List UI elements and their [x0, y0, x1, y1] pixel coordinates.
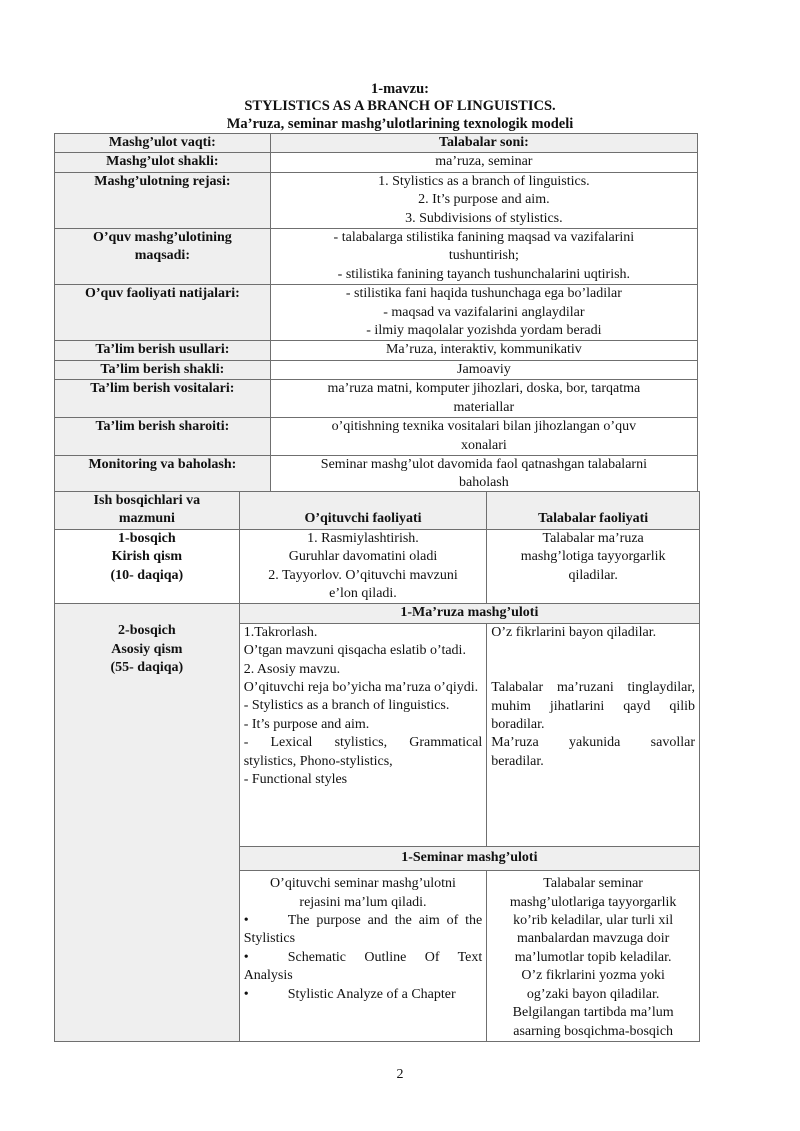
methods-label: Ta’lim berish usullari:: [55, 341, 271, 360]
methods-value: Ma’ruza, interaktiv, kommunikativ: [270, 341, 697, 360]
form-value: ma’ruza, seminar: [270, 153, 697, 172]
topic-label: 1-mavzu:: [371, 81, 429, 97]
stage2-students: O’z fikrlarini bayon qiladilar. Talabalar ma’ruzani tinglaydilar, muhim jihatlarini qayd qilib boradilar. Ma’ruza yakunida savollar beradilar.: [487, 623, 700, 846]
table-row: [55, 492, 700, 530]
lecture-section-header: 1-Ma’ruza mashg’uloti: [239, 604, 699, 623]
table-row: [55, 380, 698, 418]
stage2-name: 2-bosqich Asosiy qism (55- daqiqa): [55, 604, 240, 1041]
stages-table: [54, 491, 700, 1042]
page-number: 2: [396, 1067, 404, 1082]
results-value: - stilistika fani haqida tushunchaga ega bo’ladilar - maqsad va vazifalarini anglaydilar - ilmiy maqolalar yozishda yordam beradi: [270, 285, 697, 341]
monitoring-label: Monitoring va baholash:: [55, 455, 271, 493]
teach-form-label: Ta’lim berish shakli:: [55, 360, 271, 379]
conditions-value: o’qitishning texnika vositalari bilan jihozlangan o’quv xonalari: [270, 418, 697, 456]
teacher-column-header: O’qituvchi faoliyati: [239, 492, 487, 530]
students-count-label: Talabalar soni:: [270, 134, 697, 153]
conditions-label: Ta’lim berish sharoiti:: [55, 418, 271, 456]
students-column-header: Talabalar faoliyati: [487, 492, 700, 530]
monitoring-value: Seminar mashg’ulot davomida faol qatnashgan talabalarni baholash: [270, 455, 697, 493]
teach-form-value: Jamoaviy: [270, 360, 697, 379]
stage2-teacher: 1.Takrorlash. O’tgan mavzuni qisqacha eslatib o’tadi. 2. Asosiy mavzu. O’qituvchi reja bo’yicha ma’ruza o’qiydi. - Stylistics as a branch of linguistics. - It’s purpose and aim. - Lexical stylistics, Grammatical stylistics, Phono-stylistics, - Functional styles: [239, 623, 487, 846]
plan-label: Mashg’ulotning rejasi:: [55, 172, 271, 228]
means-value: ma’ruza matni, komputer jihozlari, doska, bor, tarqatma materiallar: [270, 380, 697, 418]
table-row: [55, 172, 698, 228]
list-item: • Stylistic Analyze of a Chapter: [244, 986, 483, 1004]
page-subtitle: Ma’ruza, seminar mashg’ulotlarining texnologik modeli: [226, 116, 574, 132]
table-row: [55, 529, 700, 604]
plan-value: 1. Stylistics as a branch of linguistics. 2. It’s purpose and aim. 3. Subdivisions of stylistics.: [270, 172, 697, 228]
stage-column-header: Ish bosqichlari va mazmuni: [55, 492, 240, 530]
list-item: • The purpose and the aim of the Stylistics: [243, 913, 483, 947]
table-row: [55, 418, 698, 456]
model-table: [54, 133, 698, 494]
goal-value: - talabalarga stilistika fanining maqsad va vazifalarini tushuntirish; - stilistika fanining tayanch tushunchalarini uqtirish.: [270, 229, 697, 285]
table-row: [55, 604, 700, 623]
bullet-icon: •: [243, 986, 249, 1002]
bullet-icon: •: [243, 949, 249, 965]
seminar-section-header: 1-Seminar mashg’uloti: [239, 846, 699, 870]
means-label: Ta’lim berish vositalari:: [55, 380, 271, 418]
table-row: [55, 285, 698, 341]
time-label: Mashg’ulot vaqti:: [55, 134, 271, 153]
bullet-icon: •: [243, 913, 249, 929]
table-row: [55, 360, 698, 379]
table-row: [55, 341, 698, 360]
results-label: O’quv faoliyati natijalari:: [55, 285, 271, 341]
stage1-students: Talabalar ma’ruza mashg’lotiga tayyorgarlik qiladilar.: [487, 529, 700, 604]
table-row: [55, 229, 698, 285]
table-row: [55, 153, 698, 172]
seminar-students: Talabalar seminar mashg’ulotlariga tayyorgarlik ko’rib keladilar, ular turli xil manbalardan mavzuga doir ma’lumotlar topib keladilar. O’z fikrlarini yozma yoki og’zaki bayon qiladilar. Belgilangan tartibda ma’lum asarning bosqichma-bosqich: [487, 871, 700, 1042]
seminar-teacher: O’qituvchi seminar mashg’ulotni rejasini ma’lum qiladi. • The purpose and the aim of the Stylistics • Schematic Outline Of Text Analysis • Stylistic Analyze of a Chapter: [239, 871, 487, 1042]
table-row: [55, 455, 698, 493]
list-item: • Schematic Outline Of Text Analysis: [243, 949, 483, 984]
form-label: Mashg’ulot shakli:: [55, 153, 271, 172]
table-row: [55, 134, 698, 153]
stage1-name: 1-bosqich Kirish qism (10- daqiqa): [55, 529, 240, 604]
stage1-teacher: 1. Rasmiylashtirish. Guruhlar davomatini oladi 2. Tayyorlov. O’qituvchi mavzuni e’lon qiladi.: [239, 529, 487, 604]
page-title: STYLISTICS AS A BRANCH OF LINGUISTICS.: [244, 98, 556, 114]
goal-label: O’quv mashg’ulotining maqsadi:: [55, 229, 271, 285]
